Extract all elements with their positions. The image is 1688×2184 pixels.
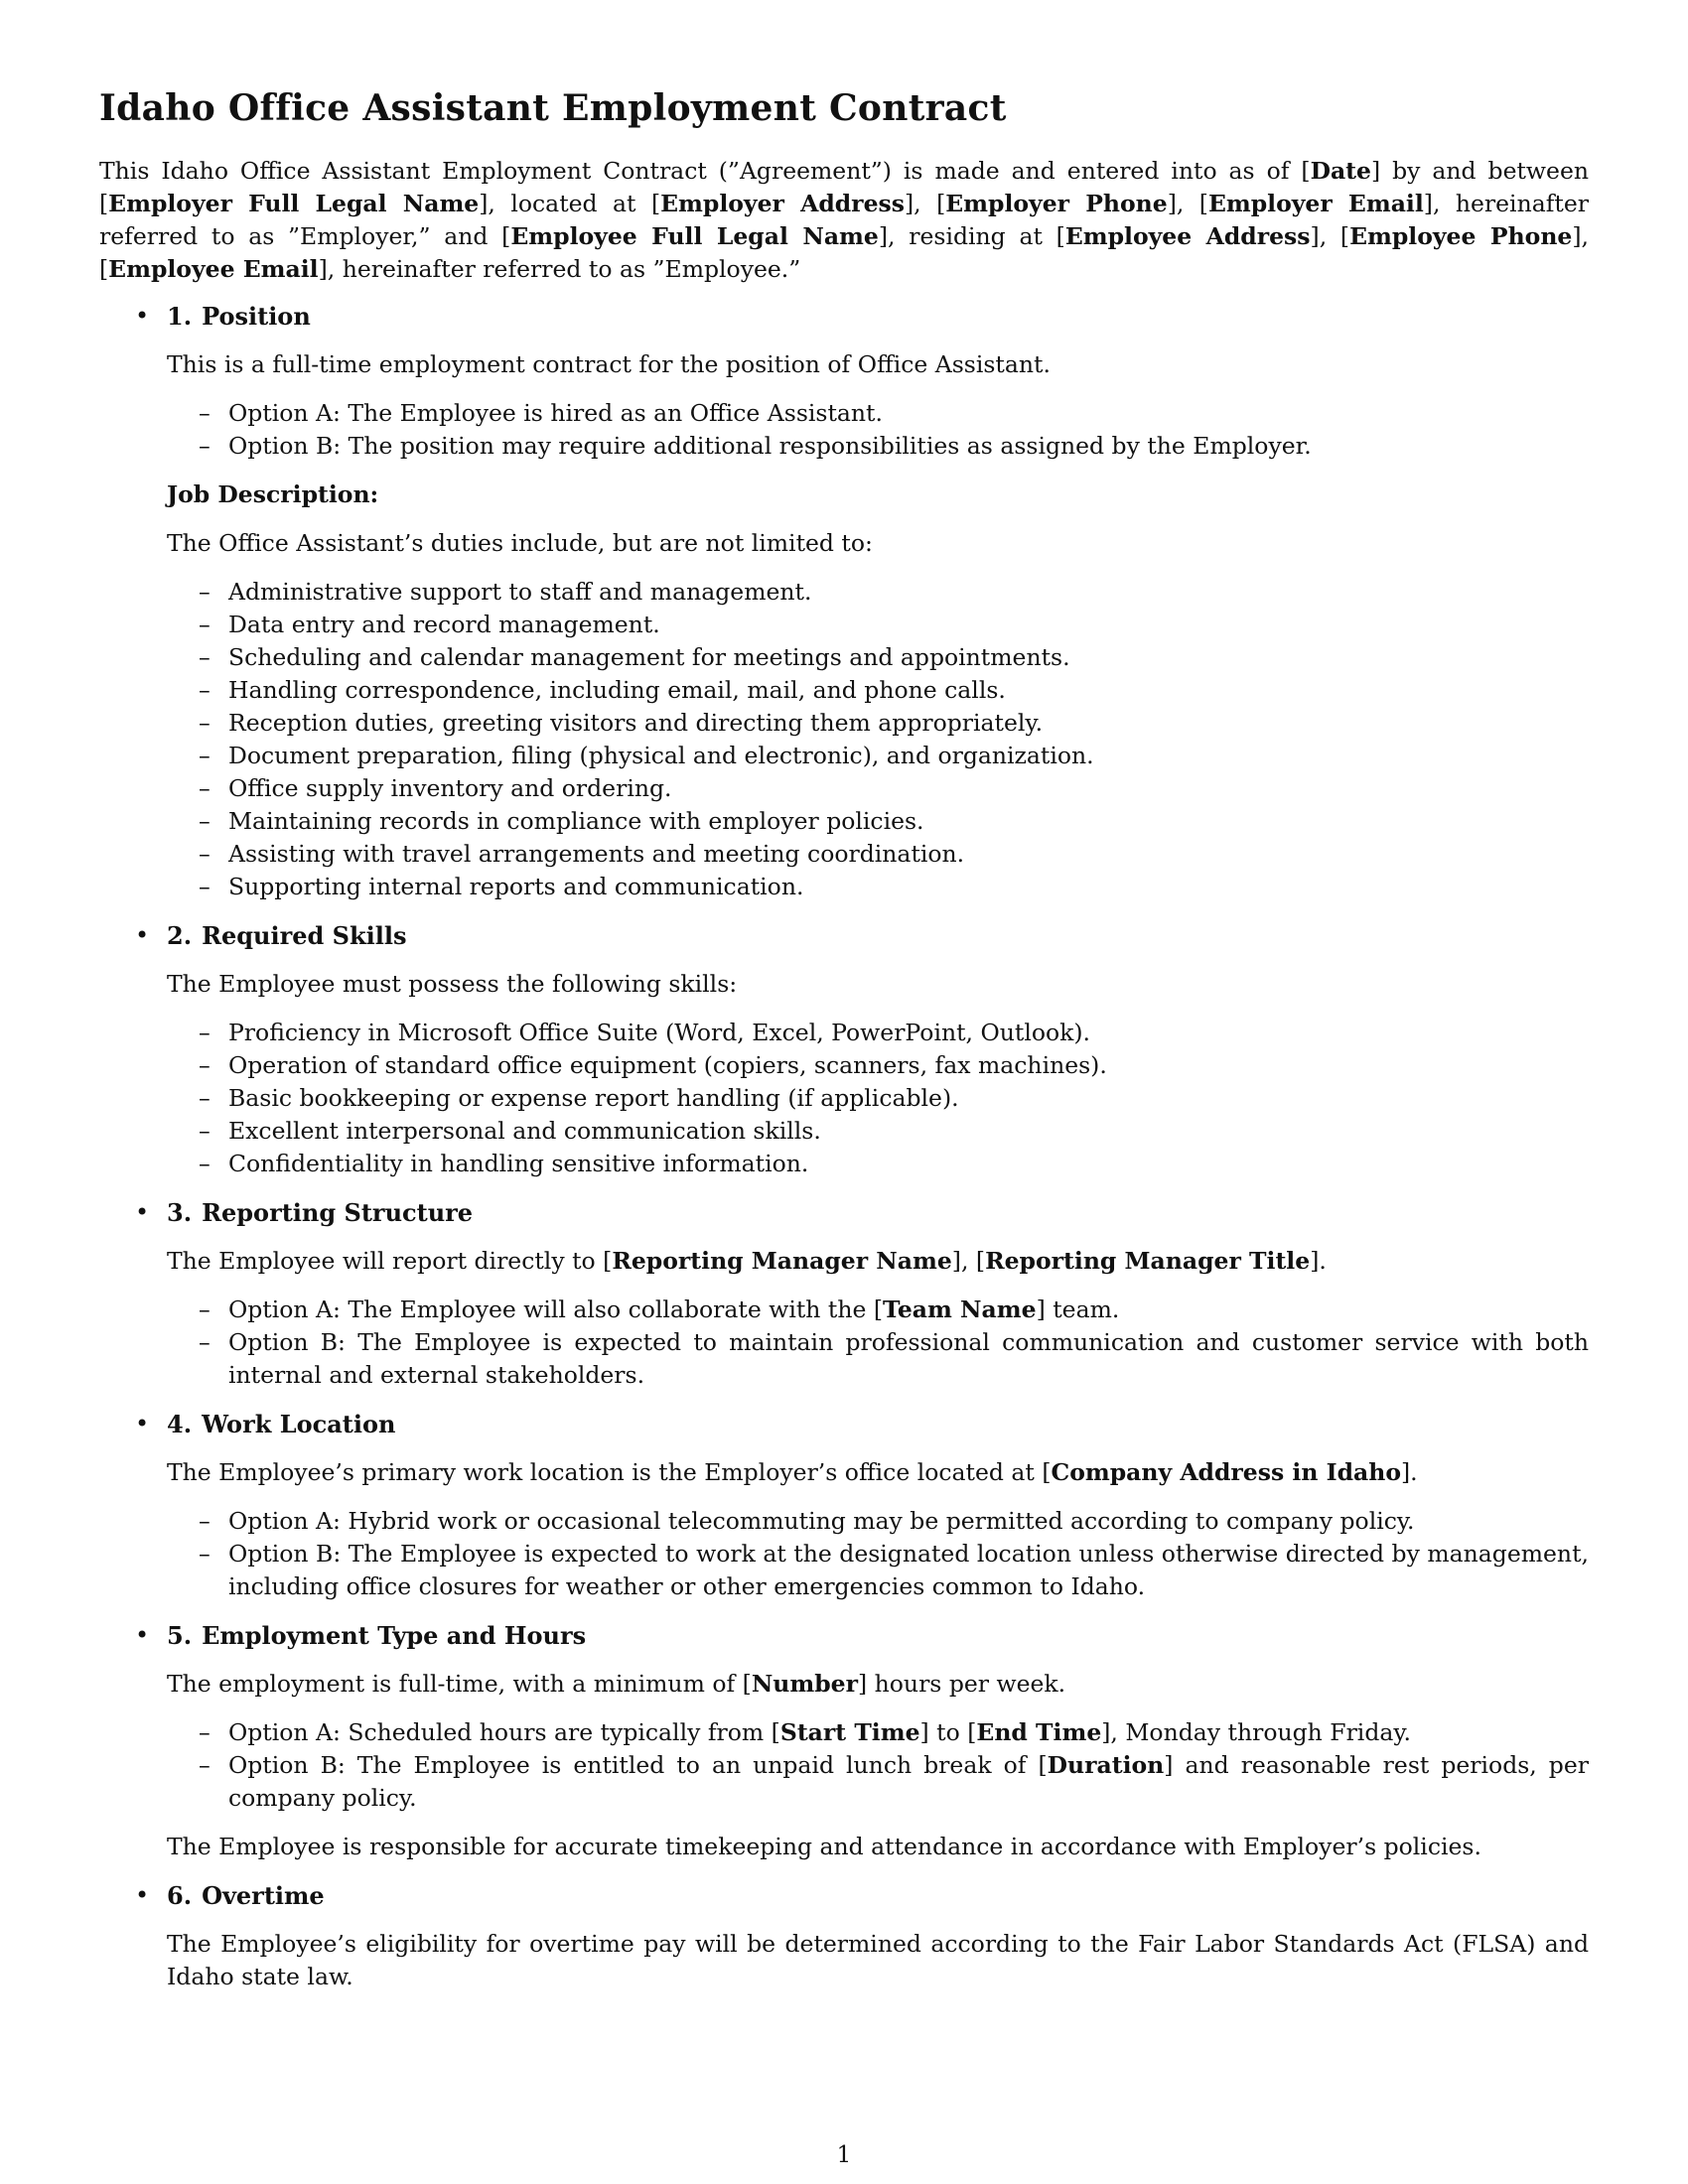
list-item: – Option A: Scheduled hours are typically from [Start Time] to [End Time], Monday through Friday. (167, 1716, 1589, 1749)
option-list (167, 1505, 1589, 1603)
duties-list (167, 576, 1589, 903)
list-item: – Maintaining records in compliance with employer policies. (167, 805, 1589, 838)
section-heading: • 5. Employment Type and Hours (167, 1621, 587, 1650)
section-paragraph: The employment is full-time, with a minimum of [Number] hours per week. (167, 1670, 1066, 1698)
section-position (99, 300, 1589, 903)
option-list (167, 1294, 1589, 1392)
field-manager-name: Reporting Manager Name (612, 1247, 952, 1275)
duties-intro: The Office Assistant’s duties include, but are not limited to: (167, 529, 873, 557)
section-paragraph: The Employee will report directly to [Reporting Manager Name], [Reporting Manager Title]. (167, 1247, 1327, 1275)
list-item: – Handling correspondence, including email, mail, and phone calls. (167, 674, 1589, 707)
section-paragraph: This is a full-time employment contract for the position of Office Assistant. (167, 350, 1051, 378)
section-heading: • 4. Work Location (167, 1410, 396, 1438)
field-employer-phone: Employer Phone (945, 190, 1168, 217)
section-closing-paragraph: The Employee is responsible for accurate timekeeping and attendance in accordance with Employer’s policies. (167, 1833, 1481, 1860)
list-item: – Office supply inventory and ordering. (167, 772, 1589, 805)
field-employer-email: Employer Email (1207, 190, 1424, 217)
list-item: – Option B: The position may require additional responsibilities as assigned by the Employer. (167, 430, 1589, 463)
list-item: – Administrative support to staff and management. (167, 576, 1589, 609)
list-item: – Data entry and record management. (167, 609, 1589, 641)
list-item: – Option B: The Employee is expected to maintain professional communication and customer service with both internal and external stakeholders. (167, 1326, 1589, 1392)
list-item: – Option A: The Employee is hired as an Office Assistant. (167, 397, 1589, 430)
list-item: – Operation of standard office equipment (copiers, scanners, fax machines). (167, 1049, 1589, 1082)
section-paragraph: The Employee’s eligibility for overtime pay will be determined according to the Fair Labor Standards Act (FLSA) and Idaho state law. (167, 1930, 1589, 1990)
section-heading: • 1. Position (167, 302, 311, 331)
section-employment-type-hours (99, 1619, 1589, 1863)
list-item: – Excellent interpersonal and communication skills. (167, 1115, 1589, 1148)
section-work-location (99, 1408, 1589, 1603)
section-reporting-structure (99, 1196, 1589, 1392)
list-item: – Basic bookkeeping or expense report handling (if applicable). (167, 1082, 1589, 1115)
field-employee-phone: Employee Phone (1349, 222, 1573, 250)
list-item: – Document preparation, filing (physical and electronic), and organization. (167, 740, 1589, 772)
field-number: Number (751, 1670, 859, 1698)
field-employee-name: Employee Full Legal Name (510, 222, 879, 250)
field-start-time: Start Time (779, 1718, 920, 1746)
section-heading: • 3. Reporting Structure (167, 1198, 474, 1227)
field-end-time: End Time (976, 1718, 1102, 1746)
skills-list (167, 1017, 1589, 1180)
option-list (167, 397, 1589, 463)
field-employee-address: Employee Address (1064, 222, 1311, 250)
field-team-name: Team Name (883, 1296, 1037, 1323)
section-heading: • 2. Required Skills (167, 921, 407, 950)
list-item: – Proficiency in Microsoft Office Suite (Word, Excel, PowerPoint, Outlook). (167, 1017, 1589, 1049)
section-paragraph: The Employee’s primary work location is the Employer’s office located at [Company Address in Idaho]. (167, 1458, 1418, 1486)
page-number: 1 (836, 2142, 852, 2168)
section-required-skills (99, 919, 1589, 1180)
list-item: – Supporting internal reports and communication. (167, 871, 1589, 903)
field-company-address: Company Address in Idaho (1051, 1458, 1401, 1486)
section-heading: • 6. Overtime (167, 1881, 325, 1910)
list-item: – Option A: The Employee will also collaborate with the [Team Name] team. (167, 1294, 1589, 1326)
option-list (167, 1716, 1589, 1815)
list-item: – Reception duties, greeting visitors and directing them appropriately. (167, 707, 1589, 740)
field-employer-address: Employer Address (660, 190, 905, 217)
field-duration: Duration (1047, 1751, 1165, 1779)
section-overtime (99, 1879, 1589, 1993)
list-item: – Option B: The Employee is entitled to an unpaid lunch break of [Duration] and reasonable rest periods, per company policy. (167, 1749, 1589, 1815)
intro-paragraph: This Idaho Office Assistant Employment Contract (”Agreement”) is made and entered into as of [Date] by and between [Employer Full Legal Name], located at [Employer Address], [Employer Phone], [Employer Email], hereinafter referred to as ”Employer,” and [Employee Full Legal Name], residing at [Employee Address], [Employee Phone], [Employee Email], hereinafter referred to as ”Employee.” (99, 157, 1590, 283)
list-item: – Option A: Hybrid work or occasional telecommuting may be permitted according to company policy. (167, 1505, 1589, 1538)
list-item: – Option B: The Employee is expected to work at the designated location unless otherwise directed by management, including office closures for weather or other emergencies common to Idaho. (167, 1538, 1589, 1603)
field-manager-title: Reporting Manager Title (985, 1247, 1311, 1275)
document-title: Idaho Office Assistant Employment Contract (99, 87, 1007, 129)
field-date: Date (1310, 157, 1371, 185)
field-employee-email: Employee Email (108, 255, 319, 283)
job-description-heading: Job Description: (167, 480, 379, 508)
list-item: – Scheduling and calendar management for meetings and appointments. (167, 641, 1589, 674)
field-employer-name: Employer Full Legal Name (108, 190, 480, 217)
section-paragraph: The Employee must possess the following skills: (167, 970, 738, 998)
contract-page (99, 87, 1589, 2009)
list-item: – Assisting with travel arrangements and meeting coordination. (167, 838, 1589, 871)
list-item: – Confidentiality in handling sensitive information. (167, 1148, 1589, 1180)
section-list (99, 300, 1589, 1993)
